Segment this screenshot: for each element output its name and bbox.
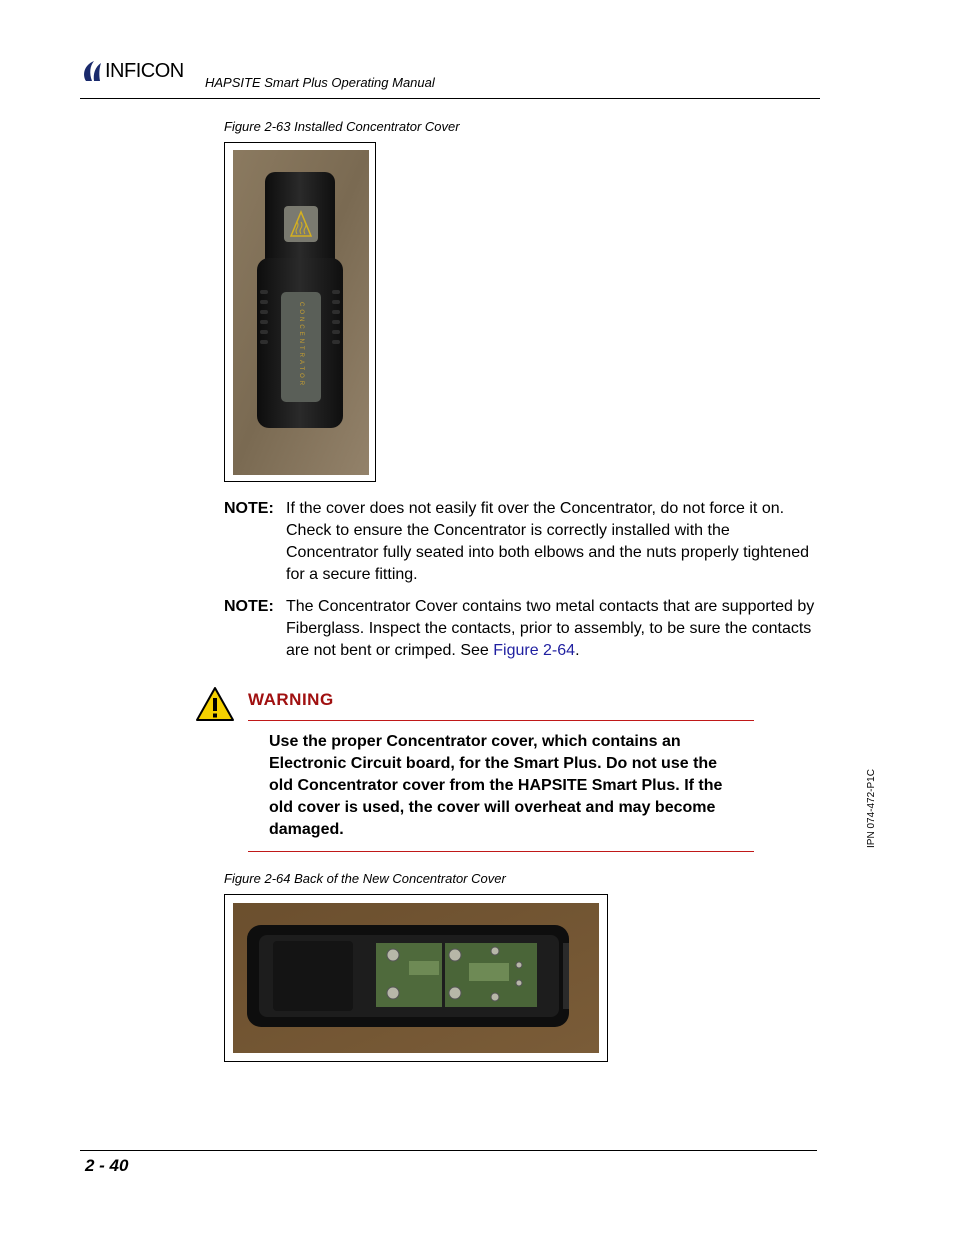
warning-rule-bottom — [248, 851, 754, 852]
ipn-side-label: IPN 074-472-P1C — [866, 769, 877, 848]
warning-rule-top — [248, 720, 754, 721]
note-2-text — [286, 596, 816, 662]
inficon-logo — [80, 56, 184, 86]
figure-64-photo — [233, 903, 599, 1053]
footer-rule — [80, 1150, 817, 1151]
figure-2-64-link[interactable]: Figure 2-64 — [493, 642, 576, 659]
figure-63-caption: Figure 2-63 Installed Concentrator Cover — [224, 119, 460, 134]
logo-text: INFICON — [105, 59, 184, 82]
page-number: 2 - 40 — [85, 1156, 129, 1175]
warning-title: WARNING — [248, 690, 334, 709]
warning-body: Use the proper Concentrator cover, which contains an Electronic Circuit board, for the Smart Plus. Do not use the old Concentrator cover from the HAPSITE Smart Plus. If the old cover is used, the cover will overheat and may become damaged. — [269, 733, 723, 838]
note-1-label: NOTE: — [224, 500, 274, 517]
concentrator-label-text: CONCENTRATOR — [298, 302, 304, 389]
header-rule — [80, 98, 820, 99]
note-2-text-after: . — [575, 642, 580, 659]
warning-icon — [195, 686, 235, 722]
manual-title: HAPSITE Smart Plus Operating Manual — [205, 75, 435, 90]
figure-64-caption: Figure 2-64 Back of the New Concentrator Cover — [224, 871, 506, 886]
figure-63-photo — [233, 150, 369, 475]
note-1-text: If the cover does not easily fit over the Concentrator, do not force it on. Check to ensure the Concentrator is correctly installed with the Concentrator fully seated into both elbows and the nuts properly tightened for a secure fitting. — [286, 500, 809, 583]
note-1 — [224, 498, 824, 586]
note-2-label: NOTE: — [224, 598, 274, 615]
note-2-text-before: The Concentrator Cover contains two metal contacts that are supported by Fiberglass. Inspect the contacts, prior to assembly, to be sure the contacts are not bent or crimped. See — [286, 598, 815, 659]
inficon-mark-icon — [80, 59, 102, 83]
note-2 — [224, 596, 824, 662]
